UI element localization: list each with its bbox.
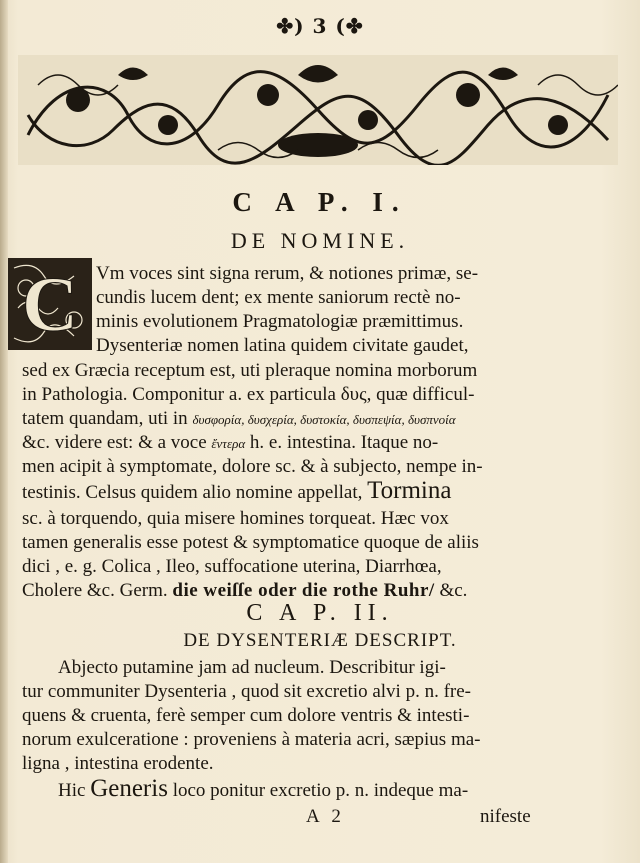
german-phrase: die weiſſe oder die rothe Ruhr/	[172, 580, 435, 601]
text-line: quens & cruenta, ferè semper cum dolore ventris & intesti-	[22, 705, 470, 726]
text-line: men acipit à symptomate, dolore sc. & à subjecto, nempe in-	[22, 456, 483, 477]
text-line: tatem quandam, uti in δυσφορία, δυσχερία, δυστοκία, δυσπεψία, δυσπνοία	[22, 408, 456, 429]
text-line: Cholere &c. Germ. die weiſſe oder die rothe Ruhr/ &c.	[22, 580, 468, 601]
chapter-2-heading: DE DYSENTERIÆ DESCRIPT.	[183, 630, 457, 651]
text-line: testinis. Celsus quidem alio nomine appellat, Tormina	[22, 477, 452, 504]
text-line: Vm voces sint signa rerum, & notiones primæ, se-	[96, 263, 479, 284]
text-line: tur communiter Dysenteria , quod sit excretio alvi p. n. fre-	[22, 681, 472, 702]
text-line: sed ex Græcia receptum est, uti pleraque nomina morborum	[22, 360, 478, 381]
chapter-1-title: C A P. I.	[232, 187, 408, 217]
text-line: norum exulceratione : proveniens à materia acri, sæpius ma-	[22, 729, 481, 750]
text-line: dici , e. g. Colica , Ileo, suffocatione uterina, Diarrhœa,	[22, 556, 442, 577]
greek-word: ἔντερα	[211, 436, 246, 451]
text-line: minis evolutionem Pragmatologiæ præmittimus.	[96, 311, 464, 332]
page-gutter	[0, 0, 8, 863]
initial-letter: C	[21, 260, 79, 347]
text-line: Dysenteriæ nomen latina quidem civitate gaudet,	[96, 335, 469, 356]
text-line: &c. videre est: & a voce ἔντερα h. e. intestina. Itaque no-	[22, 432, 439, 453]
text-line: cundis lucem dent; ex mente saniorum rectè no-	[96, 287, 461, 308]
text-line: Hic Generis loco ponitur excretio p. n. indeque ma-	[58, 775, 469, 802]
decorated-initial	[8, 258, 92, 350]
text-line: ligna , intestina erodente.	[22, 753, 214, 774]
chapter-1-subtitle: DE NOMINE.	[230, 228, 410, 253]
chapter-2-title: C A P. II.	[246, 600, 394, 626]
emphasized-word: Tormina	[367, 477, 452, 504]
catchword: nifeste	[480, 806, 531, 827]
greek-words: δυσφορία, δυσχερία, δυστοκία, δυσπεψία, δυσπνοία	[192, 412, 456, 427]
page-folio: ✤) 3 (✤	[276, 14, 364, 38]
text-line: in Pathologia. Componitur a. ex particula δυς, quæ difficul-	[22, 384, 475, 405]
text-line: tamen generalis esse potest & symptomatice quoque de aliis	[22, 532, 479, 553]
text-line: Abjecto putamine jam ad nucleum. Describitur igi-	[58, 657, 446, 678]
text-line: sc. à torquendo, quia misere homines torqueat. Hæc vox	[22, 508, 449, 529]
emphasized-word: Generis	[90, 775, 168, 802]
signature-mark: A 2	[306, 806, 345, 827]
headpiece-ornament	[18, 55, 618, 165]
